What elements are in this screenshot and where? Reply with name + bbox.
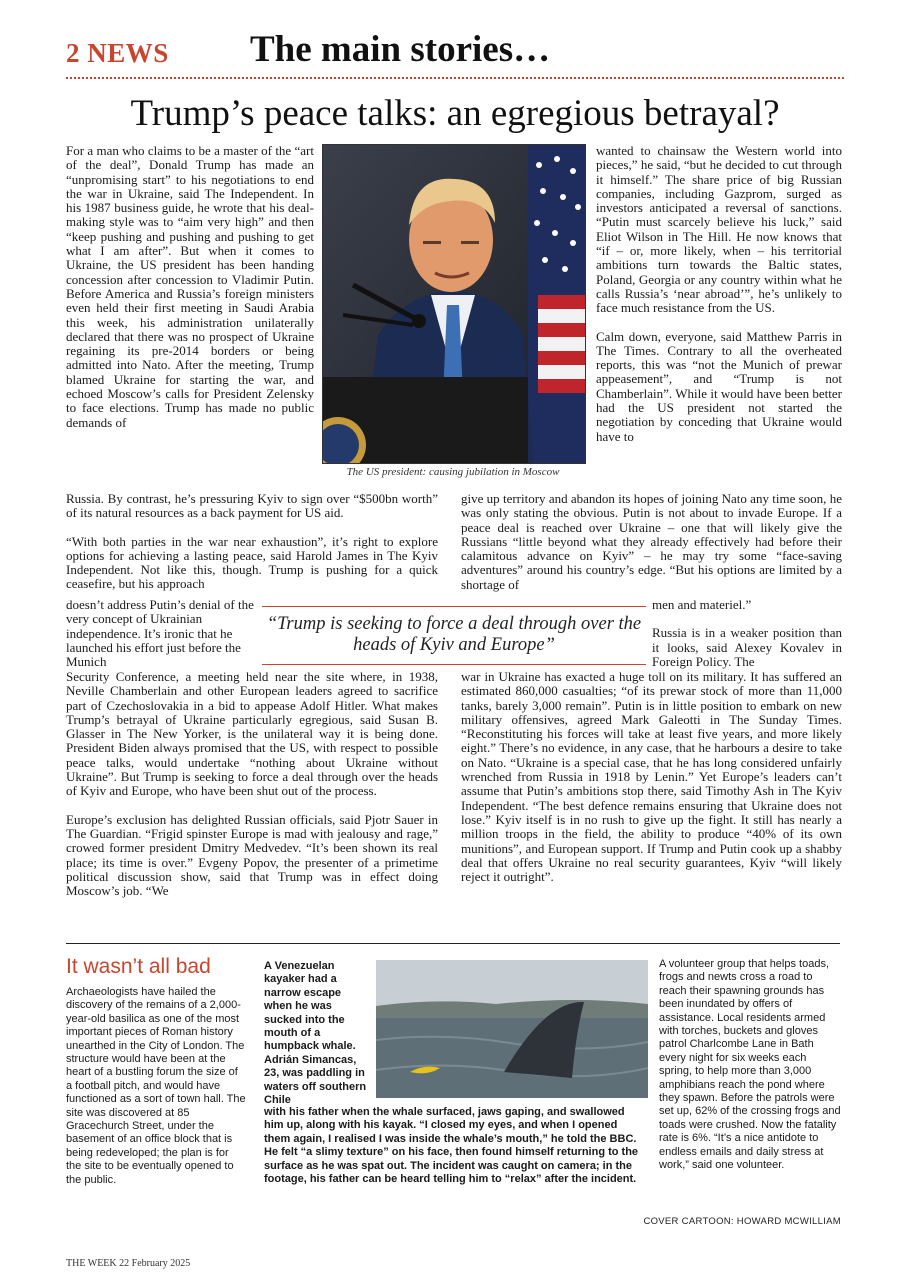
- article-paragraph: Security Conference, a meeting held near the site where, in 1938, Neville Chamberlain and other European leaders agreed to sacrifice part of Czechoslovakia in a bid to appease Adolf Hitler. What makes Trump’s betrayal of Ukraine particularly egregious, said Susan B. Glasser in The New Yorker, is the unilateral way it is being done. President Biden always promised that the US, with respect to possible peace talks, would undertake “nothing about Ukraine without Ukraine”. But Trump is seeking to force a deal through over the heads of Kyiv and Europe, who have been shut out of the process.: [66, 669, 438, 799]
- article-paragraph: men and materiel.”: [652, 597, 752, 612]
- article-paragraph: war in Ukraine has exacted a huge toll on its military. It has suffered an estimated 860,000 casualties; “of its prewar stock of more than 11,000 tanks, barely 3,000 remain”. Putin is in little position to embark on new military offensives, agreed Mark Galeotti in The Sunday Times. “Reconstituting his forces will take at least five years, and more likely eight.” There’s no evidence, in any case, that he harbours a desire to take on Nato. “Ukraine is a special case, that he has long considered unfairly wrenched from Russia in 1918 by Lenin.” Yet Europe’s leaders can’t assume that Putin’s ambitions stop there, said Timothy Ash in The Kyiv Independent. “The best defence remains ensuring that Ukraine does not lose.” Kyiv itself is in no rush to give up the fight. It still has nearly a million troops in the field, the ability to produce “40% of its own munitions”, and European support. If Trump and Putin cook up a shabby deal that offers Ukraine no real security guarantees, Kyiv “will likely reject it outright”.: [461, 669, 842, 885]
- article-paragraph: doesn’t address Putin’s denial of the very concept of Ukrainian independence. It’s ironic that he launched his effort just before the Munich: [66, 597, 254, 670]
- article-paragraph: Calm down, everyone, said Matthew Parris in The Times. Contrary to all the overheated reports, this was “not the Munich of prewar appeasement”, and “Trump is not Chamberlain”. While it would have been better had the US president not started the negotiation by conceding that Ukraine would have to: [596, 328, 842, 444]
- article-paragraph: Russia. By contrast, he’s pressuring Kyiv to sign over “$500bn worth” of its natural resources as a back payment for US aid.: [66, 491, 438, 521]
- pull-quote-rule-top: [262, 606, 646, 607]
- article-paragraph: For a man who claims to be a master of the “art of the deal”, Donald Trump has made an “unpromising start” to his negotiations to end the war in Ukraine, said The Independent. In his 1987 business guide, he wrote that his deal-making style was to “aim very high” and then “keep pushing and pushing and pushing to get what I am after”. But when it comes to Ukraine, the US president has been handing concession after concession to Vladimir Putin. Before America and Russia’s foreign ministers even held their first meeting in Saudi Arabia this week, his administration unilaterally declared that there was no prospect of Ukraine regaining its pre-2014 borders or being admitted into Nato. After the meeting, Trump blamed Ukraine for starting the war, and echoed Moscow’s calls for President Zelensky to face elections. Trump has made no public demands of: [66, 143, 314, 430]
- article-paragraph: Russia is in a weaker position than it looks, said Alexey Kovalev in Foreign Policy. The: [652, 625, 842, 669]
- cover-credit: COVER CARTOON: HOWARD MCWILLIAM: [643, 1216, 841, 1227]
- sidebar-story-whale-b: with his father when the whale surfaced, jaws gaping, and swallowed him up, along with his kayak. “I closed my eyes, and when I opened them again, I realised I was inside the whale’s mouth,” he told the BBC. He felt “a slimy texture” on his face, then found himself returning to the surface as he was spat out. The incident was caught on camera; in the footage, his father can be heard telling him to “relax” after the incident.: [264, 1106, 639, 1186]
- trump-photo-illustration: [323, 145, 585, 463]
- whale-photo-illustration: [376, 960, 648, 1098]
- section-name: NEWS: [87, 38, 169, 68]
- article-paragraph: give up territory and abandon its hopes of joining Nato any time soon, he was only stating the obvious. Putin is not about to invade Europe. If a peace deal is reached over Ukraine – one that will likely give the Russians “little beyond what they already effectively had before their calamitous advance on Kyiv” – he may try some “face-saving adventures” around his country’s edge. “But his options are limited by a shortage of: [461, 491, 842, 592]
- article-col2-mid: [461, 492, 842, 592]
- page-title: The main stories…: [250, 29, 551, 70]
- sidebar-story-whale-a: A Venezuelan kayaker had a narrow escape when he was sucked into the mouth of a humpback whale. Adrián Simancas, 23, was paddling in waters off southern Chile: [264, 960, 367, 1107]
- article-headline: Trump’s peace talks: an egregious betrayal?: [130, 93, 780, 134]
- article-col1-top: [66, 144, 314, 430]
- pull-quote: “Trump is seeking to force a deal through over the heads of Kyiv and Europe”: [266, 614, 642, 655]
- article-col1-wrap: [66, 598, 260, 669]
- article-col1-mid: [66, 670, 438, 898]
- sidebar-story-toads: A volunteer group that helps toads, frogs and newts cross a road to reach their spawning grounds has been inundated by offers of assistance. Local residents armed with torches, buckets and gloves patrol Charlcombe Lane in Bath every night for six weeks each spring, to help more than 3,000 amphibians reach the pond where they spawn. Before the patrols were set up, 62% of the crossing frogs and toads were crushed. Now the fatality rate is 6%. “It’s a nice antidote to endless emails and daily stress at work,” said one volunteer.: [659, 958, 841, 1172]
- article-col2-top: [596, 144, 842, 444]
- section-label: [66, 38, 169, 69]
- article-col2-wrap: [652, 598, 842, 669]
- article-paragraph: Europe’s exclusion has delighted Russian officials, said Pjotr Sauer in The Guardian. “Frigid spinster Europe is mad with jealousy and rage,” crowed former president Dmitry Medvedev. “It’s been shown its real place; its time is over.” Evgeny Popov, the presenter of a primetime political discussion show, said that Trump was in effect doing Moscow’s job. “We: [66, 811, 438, 899]
- photo-caption: The US president: causing jubilation in Moscow: [346, 466, 560, 478]
- publication-name: THE WEEK: [66, 1258, 117, 1269]
- article-col2-bottom: [461, 670, 842, 884]
- sidebar-title: It wasn’t all bad: [66, 955, 211, 978]
- header-divider: [66, 77, 844, 79]
- sidebar-story-basilica: Archaeologists have hailed the discovery of the remains of a 2,000-year-old basilica as one of the most important pieces of Roman history unearthed in the City of London. The structure would have been at the heart of a bustling forum the size of a football pitch, and would have functioned as a sort of town hall. The site was discovered at 85 Gracechurch Street, under the basement of an office block that is being redeveloped; the plan is for the site to be eventually opened to the public.: [66, 986, 246, 1186]
- article-paragraph: “With both parties in the war near exhaustion”, it’s right to explore options for achieving a lasting peace, said Harold James in The Kyiv Independent. Not like this, though. Trump is pushing for a quick ceasefire, but his approach: [66, 533, 438, 592]
- page-number: 2: [66, 38, 80, 68]
- trump-photo: [322, 144, 586, 464]
- article-col1-bottom: [66, 492, 438, 592]
- article-paragraph: wanted to chainsaw the Western world into pieces,” he said, “but he decided to cut through it himself.” The share price of big Russian companies, including Gazprom, surged as investors anticipated a reversal of sanctions. “Putin must scarcely believe his luck,” said Eliot Wilson in The Hill. He now knows that “if – or, more likely, when – his territorial ambitions turn towards the Baltic states, Poland, Georgia or any country within what he calls Russia’s ‘near abroad’”, he’s unlikely to face much resistance from the US.: [596, 143, 842, 316]
- section-divider: [66, 943, 840, 944]
- issue-date: 22 February 2025: [119, 1258, 191, 1269]
- page-footer: [66, 1258, 190, 1269]
- pull-quote-rule-bottom: [262, 664, 646, 665]
- whale-photo: [376, 960, 648, 1098]
